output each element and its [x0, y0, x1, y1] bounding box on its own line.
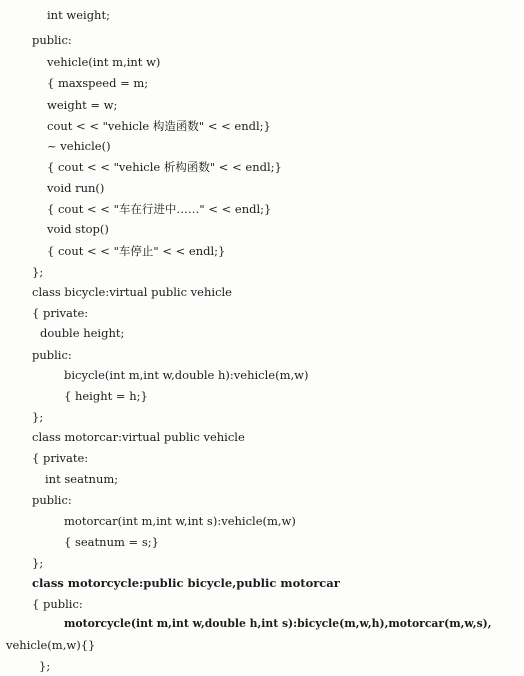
code-line: class motorcar:virtual public vehicle: [32, 430, 245, 444]
code-line: { public:: [32, 597, 83, 611]
code-line: { seatnum = s;}: [64, 535, 159, 549]
code-line: public:: [32, 33, 72, 47]
code-line: vehicle(int m,int w): [47, 55, 161, 69]
code-line: motorcycle(int m,int w,double h,int s):bicycle(m,w,h),motorcar(m,w,s),: [64, 617, 492, 630]
code-line: ~ vehicle(): [47, 139, 111, 153]
code-line: int seatnum;: [45, 472, 119, 486]
code-line: { private:: [32, 306, 89, 320]
code-line: cout < < "vehicle 构造函数" < < endl;}: [47, 119, 271, 133]
code-line: };: [32, 410, 44, 424]
code-line: class motorcycle:public bicycle,public motorcar: [32, 576, 340, 590]
code-line: public:: [32, 493, 72, 507]
code-line: bicycle(int m,int w,double h):vehicle(m,w): [64, 368, 309, 382]
code-line: void stop(): [47, 222, 109, 236]
code-line: double height;: [40, 326, 125, 340]
code-line: vehicle(m,w){}: [6, 638, 96, 652]
code-line: int weight;: [47, 8, 110, 22]
code-line: { cout < < "车在行进中……" < < endl;}: [47, 202, 272, 216]
code-line: { cout < < "车停止" < < endl;}: [47, 244, 226, 258]
code-line: };: [32, 265, 44, 279]
code-line: void run(): [47, 181, 105, 195]
code-line: weight = w;: [47, 98, 118, 112]
code-line: { private:: [32, 451, 89, 465]
code-line: { height = h;}: [64, 389, 148, 403]
code-line: { maxspeed = m;: [47, 76, 149, 90]
code-line: motorcar(int m,int w,int s):vehicle(m,w): [64, 514, 296, 528]
code-line: };: [39, 659, 51, 673]
code-line: public:: [32, 348, 72, 362]
code-line: };: [32, 556, 44, 570]
code-line: class bicycle:virtual public vehicle: [32, 285, 232, 299]
code-line: { cout < < "vehicle 析构函数" < < endl;}: [47, 160, 282, 174]
